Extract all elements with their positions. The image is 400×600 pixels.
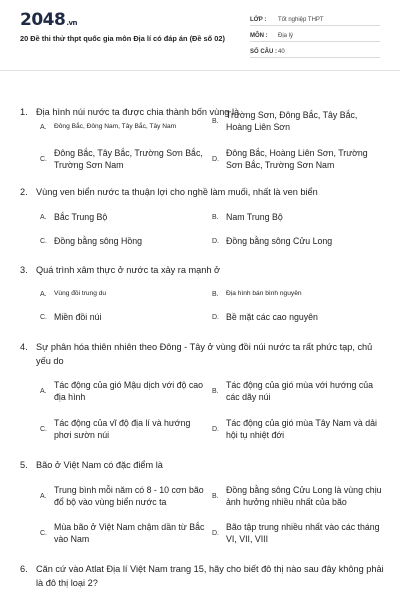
option-text: Tác động của gió mùa Tây Nam và dải hội tụ nhiệt đới	[226, 417, 377, 440]
option-letter: D.	[212, 529, 219, 537]
option-letter: B.	[212, 387, 219, 395]
option-letter: C.	[40, 529, 47, 537]
question-5	[20, 459, 385, 473]
option-letter: C.	[40, 155, 47, 163]
meta-key: SỐ CÂU :	[250, 49, 277, 55]
question-number: 5.	[20, 460, 28, 470]
option-letter: D.	[212, 155, 219, 163]
question-4	[20, 341, 385, 368]
option-letter: A.	[40, 387, 47, 395]
option-b[interactable]	[212, 376, 382, 406]
option-text: Trường Sơn, Đông Bắc, Tây Bắc, Hoàng Liên Sơn	[226, 109, 358, 132]
meta-key: MÔN :	[250, 33, 268, 39]
option-letter: A.	[40, 290, 47, 298]
option-d[interactable]	[212, 414, 384, 444]
option-c[interactable]	[40, 414, 205, 444]
option-text: Vùng đồi trung du	[54, 289, 107, 297]
question-text: Quá trình xâm thực ở nước ta xảy ra mạnh ở	[36, 265, 221, 275]
site-logo[interactable]	[20, 10, 77, 30]
option-a[interactable]	[40, 376, 205, 406]
option-text: Đồng bằng sông Cửu Long là vùng chịu ảnh hưởng nhiều nhất của bão	[226, 484, 382, 507]
meta-row-subject	[250, 26, 380, 42]
logo-suffix: .vn	[66, 19, 78, 27]
option-d[interactable]	[212, 142, 384, 176]
option-letter: A.	[40, 213, 47, 221]
option-c[interactable]	[40, 310, 210, 324]
option-d[interactable]	[212, 234, 382, 248]
option-text: Bắc Trung Bộ	[54, 211, 108, 222]
question-2	[20, 186, 385, 200]
document-title: 20 Đề thi thử thpt quốc gia môn Địa lí có đáp án (Đề số 02)	[20, 34, 225, 43]
option-b[interactable]	[212, 287, 382, 301]
option-text: Trung bình mỗi năm có 8 - 10 cơn bão đổ bộ vào vùng biển nước ta	[54, 484, 204, 507]
option-letter: D.	[212, 313, 219, 321]
option-b[interactable]	[212, 210, 382, 224]
option-text: Miền đồi núi	[54, 311, 102, 322]
option-b[interactable]	[212, 104, 382, 138]
option-text: Đồng bằng sông Cửu Long	[226, 235, 333, 246]
logo-text: 2048	[20, 10, 66, 30]
question-text: Sự phân hóa thiên nhiên theo Đông - Tây ở vùng đồi núi nước ta rất phức tạp, chủ yếu do	[36, 342, 373, 366]
question-number: 1.	[20, 107, 28, 117]
meta-key: LỚP :	[250, 17, 267, 23]
option-a[interactable]	[40, 210, 210, 224]
option-text: Đông Bắc, Tây Bắc, Trường Sơn Bắc, Trường Sơn Nam	[54, 147, 203, 170]
option-d[interactable]	[212, 518, 384, 548]
option-text: Tác động của gió mùa với hướng của các dãy núi	[226, 379, 374, 402]
option-letter: C.	[40, 425, 47, 433]
question-3	[20, 264, 385, 278]
option-text: Địa hình bán bình nguyên	[226, 289, 302, 297]
option-c[interactable]	[40, 518, 205, 548]
meta-row-count	[250, 42, 380, 58]
option-letter: D.	[212, 425, 219, 433]
question-number: 6.	[20, 564, 28, 574]
option-text: Bề mặt các cao nguyên	[226, 311, 318, 322]
option-a[interactable]	[40, 481, 205, 511]
question-number: 3.	[20, 265, 28, 275]
option-letter: C.	[40, 237, 47, 245]
question-6	[20, 563, 385, 590]
option-text: Tác động của gió Mậu dịch với độ cao địa hình	[54, 379, 204, 402]
option-text: Tác động của vĩ độ địa lí và hướng phơi sườn núi	[54, 417, 191, 440]
option-letter: B.	[212, 290, 219, 298]
meta-info	[250, 10, 380, 58]
option-d[interactable]	[212, 310, 382, 324]
question-number: 2.	[20, 187, 28, 197]
question-text: Bão ở Việt Nam có đặc điểm là	[36, 460, 163, 470]
option-letter: D.	[212, 237, 219, 245]
option-a[interactable]	[40, 110, 210, 144]
option-letter: A.	[40, 123, 47, 131]
option-text: Đông Bắc, Hoàng Liên Sơn, Trường Sơn Bắc, Trường Sơn Nam	[226, 147, 368, 170]
option-text: Mùa bão ở Việt Nam chậm dần từ Bắc vào Nam	[54, 521, 205, 544]
document-header	[0, 0, 400, 70]
question-number: 4.	[20, 342, 28, 352]
option-text: Nam Trung Bộ	[226, 211, 283, 222]
option-a[interactable]	[40, 287, 210, 301]
option-text: Bão tập trung nhiều nhất vào các tháng VI, VII, VIII	[226, 521, 380, 544]
header-divider	[0, 70, 400, 71]
meta-row-class	[250, 10, 380, 26]
meta-value: Địa lý	[278, 33, 294, 39]
meta-value: 40	[278, 49, 285, 55]
option-letter: A.	[40, 492, 47, 500]
option-c[interactable]	[40, 234, 210, 248]
question-text: Địa hình núi nước ta được chia thành bốn vùng là	[36, 107, 240, 117]
meta-value: Tốt nghiệp THPT	[278, 17, 324, 23]
option-letter: B.	[212, 117, 219, 125]
option-c[interactable]	[40, 142, 210, 176]
option-letter: B.	[212, 492, 219, 500]
option-letter: C.	[40, 313, 47, 321]
option-text: Đồng bằng sông Hồng	[54, 235, 143, 246]
question-text: Căn cứ vào Atlat Địa lí Việt Nam trang 15, hãy cho biết đô thị nào sau đây không phải là đô thị loại 2?	[36, 564, 384, 588]
option-letter: B.	[212, 213, 219, 221]
option-text: Đông Bắc, Đông Nam, Tây Bắc, Tây Nam	[54, 122, 177, 130]
question-text: Vùng ven biển nước ta thuận lợi cho nghề làm muối, nhất là ven biển	[36, 187, 318, 197]
option-b[interactable]	[212, 481, 387, 511]
